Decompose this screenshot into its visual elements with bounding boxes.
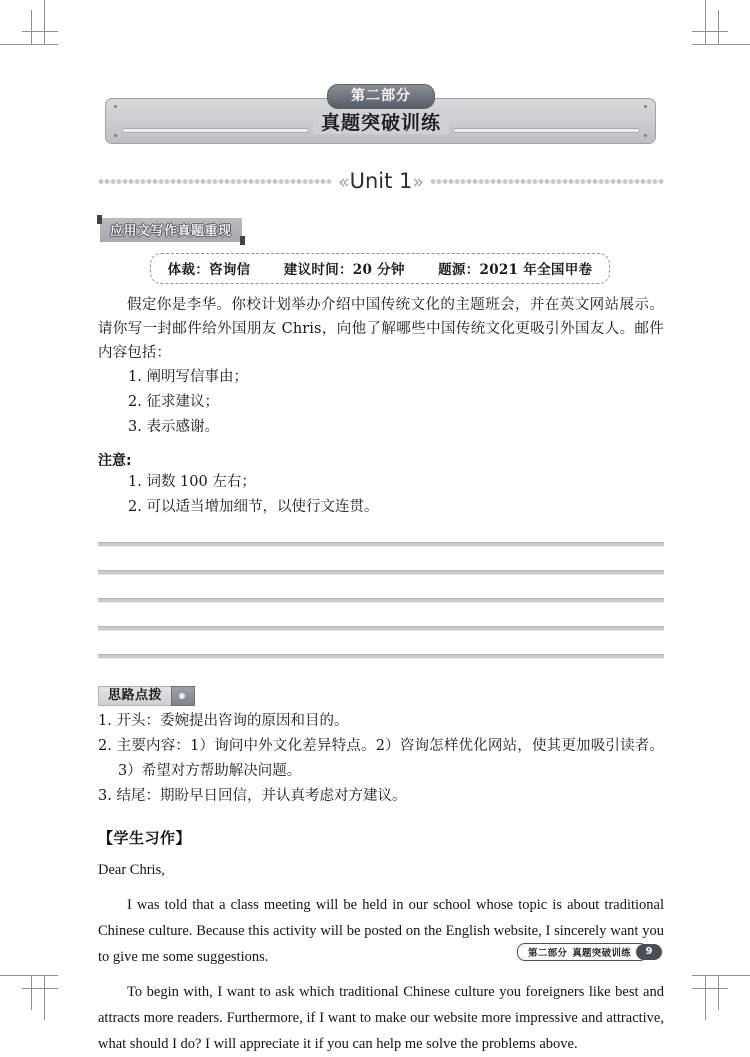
chevron-right-icon: » (412, 171, 425, 193)
prompt-item: 3. 表示感谢。 (128, 419, 219, 435)
page-number: 9 (636, 944, 662, 960)
crop-mark-bottom-right (680, 950, 750, 1020)
hint-item: 2. 主要内容：1）询问中外文化差异特点。2）咨询怎样优化网站，使其更加吸引读者。3）希望对方帮助解决问题。 (98, 738, 664, 779)
prompt-item: 1. 阐明写信事由； (128, 369, 248, 385)
chevron-left-icon: « (337, 171, 350, 193)
footer-caption (517, 943, 648, 961)
note-item: 2. 可以适当增加细节，以使行文连贯。 (128, 499, 379, 515)
meta-time: 建议时间：20 分钟 (283, 262, 405, 278)
answer-line[interactable] (98, 654, 664, 659)
letter-paragraph: I was told that a class meeting will be held in our school whose topic is about traditional Chinese culture. Because this activity will be posted on the English website, I sincerely want you to give me some suggestions. (98, 897, 664, 965)
hint-list (98, 709, 664, 809)
meta-info-box (150, 253, 610, 284)
student-writing-title: 【学生习作】 (98, 829, 192, 847)
meta-source: 题源：2021 年全国甲卷 (438, 262, 593, 278)
unit-divider (98, 168, 664, 194)
answer-line[interactable] (98, 570, 664, 575)
answer-lines[interactable] (98, 542, 664, 659)
unit-label (332, 169, 430, 193)
page-footer (517, 944, 662, 960)
notes-label: 注意: (98, 453, 132, 469)
part-banner (98, 84, 664, 146)
unit-name: Unit 1 (349, 169, 413, 193)
tag-corner-top-left (97, 215, 102, 224)
part-title (98, 108, 664, 135)
meta-genre: 体裁：咨询信 (167, 262, 251, 278)
prompt-paragraph: 假定你是李华。你校计划举办介绍中国传统文化的主题班会，并在英文网站展示。请你写一封邮件给外国朋友 Chris，向他了解哪些中国传统文化更吸引外国友人。邮件内容包括： (98, 297, 664, 361)
part-title-text: 真题突破训练 (313, 112, 449, 134)
answer-line[interactable] (98, 542, 664, 547)
hint-item: 1. 开头：委婉提出咨询的原因和目的。 (98, 713, 349, 729)
prompt-item: 2. 征求建议； (128, 394, 219, 410)
hint-tag (98, 686, 195, 706)
hint-tag-knob-icon (171, 686, 195, 706)
letter-salutation: Dear Chris, (98, 862, 165, 878)
crop-mark-top-left (0, 0, 70, 70)
unit-dots-right (430, 177, 664, 186)
part-badge: 第二部分 (327, 84, 435, 109)
letter-paragraph: To begin with, I want to ask which traditional Chinese culture you foreigners like best and attracts more readers. Furthermore, if I want to make our website more impressive and attractive, what should I do? I will appreciate it if you can help me solve the problems above. (98, 984, 664, 1052)
footer-part: 第二部分 (527, 948, 568, 959)
section-tag (100, 218, 242, 242)
hint-tag-label: 思路点拨 (98, 686, 171, 706)
unit-dots-left (98, 177, 332, 186)
crop-mark-bottom-left (0, 950, 70, 1020)
tag-corner-bottom-right (240, 236, 245, 245)
note-item: 1. 词数 100 左右； (128, 474, 256, 490)
section-tag-label: 应用文写作真题重现 (110, 224, 232, 239)
page-content (98, 84, 664, 1057)
answer-line[interactable] (98, 598, 664, 603)
crop-mark-top-right (680, 0, 750, 70)
hint-item: 3. 结尾：期盼早日回信，并认真考虑对方建议。 (98, 788, 407, 804)
footer-section: 真题突破训练 (572, 948, 631, 959)
answer-line[interactable] (98, 626, 664, 631)
